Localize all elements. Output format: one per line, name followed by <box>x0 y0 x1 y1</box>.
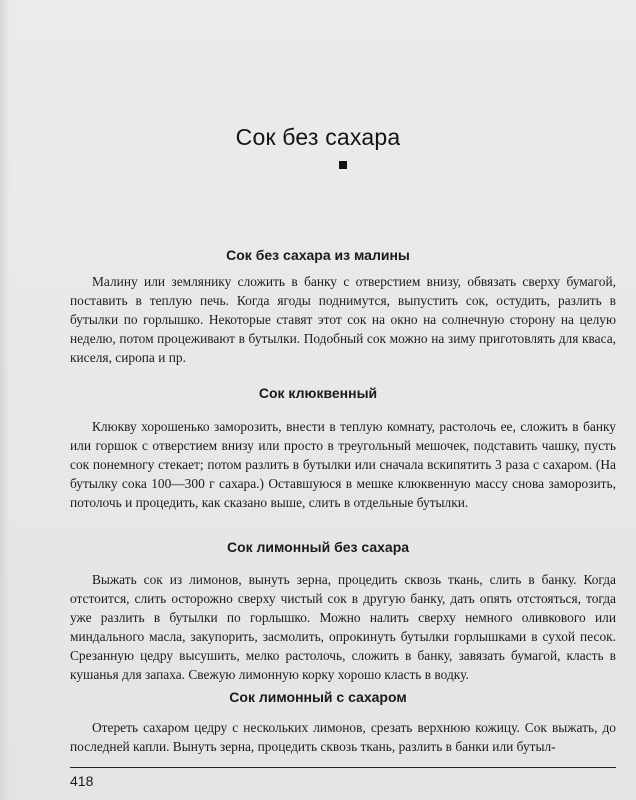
section-text-lemon-no-sugar: Выжать сок из лимонов, вынуть зерна, процедить сквозь ткань, слить в банку. Когда отстоится, слить осторожно сверху чистый сок в другую банку, дать опять отстояться, тогда уже разлить в бутылки по горлышко. Можно налить сверху немного оливкового или миндального масла, закупорить, засмолить, опрокинуть бутылки горлышками в сухой песок. Срезанную цедру высушить, мелко растолочь, сложить в банку, завязать бумагой, класть в кушанья для запаха. Свежую лимонную корку хорошо класть в водку. <box>70 572 616 682</box>
section-text-cranberry: Клюкву хорошенько заморозить, внести в теплую комнату, растолочь ее, сложить в банку или горшок с отверстием внизу или просто в треугольный мешочек, подставить чашку, пусть сок понемногу стекает; потом разлить в бутылки или сначала вскипятить 3 раза с сахаром. (На бутылку сока 100—300 г сахара.) Оставшуюся в мешке клюквенную массу снова заморозить, потолочь и процедить, как сказано выше, слить в отдельные бутылки. <box>70 419 616 510</box>
section-heading-lemon-with-sugar: Сок лимонный с сахаром <box>229 689 407 705</box>
chapter-title: Сок без сахара <box>235 124 401 150</box>
section-heading-lemon-no-sugar: Сок лимонный без сахара <box>226 539 410 555</box>
section-text-raspberry: Малину или землянику сложить в банку с отверстием внизу, обвязать сверху бумагой, поставить в теплую печь. Когда ягоды поднимутся, выпустить сок, остудить, разлить в бутылки по горлышко. Некоторые ставят этот сок на окно на солнечную сторону на целую неделю, потом процеживают в бутылки. Подобный сок можно на зиму приготовлять для кваса, киселя, сиропа и пр. <box>70 274 616 365</box>
ornament-square-icon <box>339 161 347 169</box>
footer-rule <box>70 767 616 768</box>
page-number: 418 <box>70 773 94 789</box>
section-heading-cranberry: Сок клюквенный <box>258 385 378 401</box>
section-heading-raspberry: Сок без сахара из малины <box>226 247 410 263</box>
section-text-lemon-with-sugar: Отереть сахаром цедру с нескольких лимонов, срезать верхнюю кожицу. Сок выжать, до последней капли. Вынуть зерна, процедить сквозь ткань, разлить в банки или бутыл- <box>70 720 616 754</box>
